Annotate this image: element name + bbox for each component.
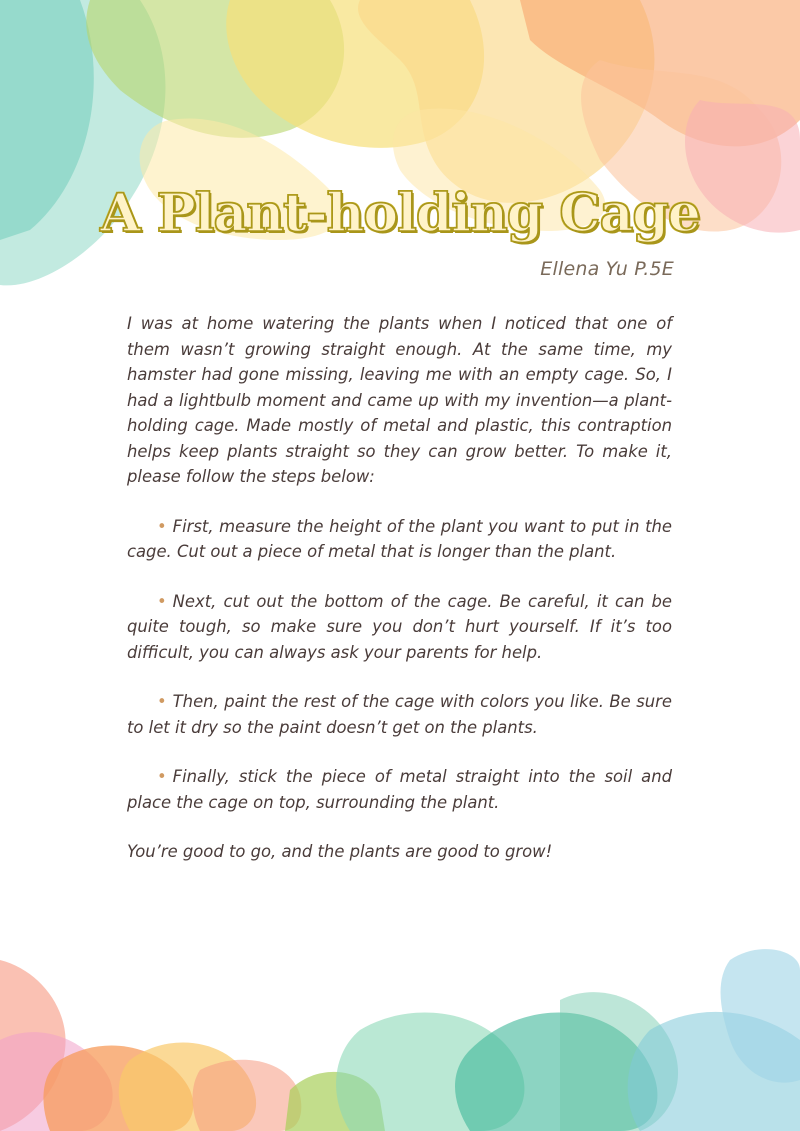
intro-paragraph: I was at home watering the plants when I noticed that one of them wasn’t growing straight enough. At the same time, my hamster had gone missing, leaving me with an empty cage. So, I had a lightbulb moment and came up with my invention—a plant-holding cage. Made mostly of metal and plastic, this contraption helps keep plants straight so they can grow better. To make it, please follow the steps below:: [127, 314, 672, 486]
step-item: [127, 689, 672, 740]
step-item: [127, 514, 672, 565]
step-text: Finally, stick the piece of metal straight into the soil and place the cage on top, surrounding the plant.: [127, 767, 672, 812]
step-text: First, measure the height of the plant you want to put in the cage. Cut out a piece of metal that is longer than the plant.: [127, 516, 672, 561]
bullet-icon: •: [157, 767, 167, 786]
step-item: [127, 764, 672, 815]
bullet-icon: •: [157, 516, 167, 536]
bullet-icon: •: [157, 692, 167, 711]
article-body: [127, 311, 672, 865]
closing-line: You’re good to go, and the plants are good to grow!: [127, 842, 553, 861]
bottom-decoration: [0, 949, 800, 1131]
step-text: Next, cut out the bottom of the cage. Be careful, it can be quite tough, so make sure you don’t hurt yourself. If it’s too difficult, you can always ask your parents for help.: [127, 591, 672, 662]
step-item: [127, 589, 672, 666]
author-line: Ellena Yu P.5E: [540, 258, 674, 280]
page-title: A Plant-holding Cage: [100, 182, 700, 244]
bullet-icon: •: [157, 591, 167, 611]
step-text: Then, paint the rest of the cage with colors you like. Be sure to let it dry so the paint doesn’t get on the plants.: [127, 692, 672, 737]
